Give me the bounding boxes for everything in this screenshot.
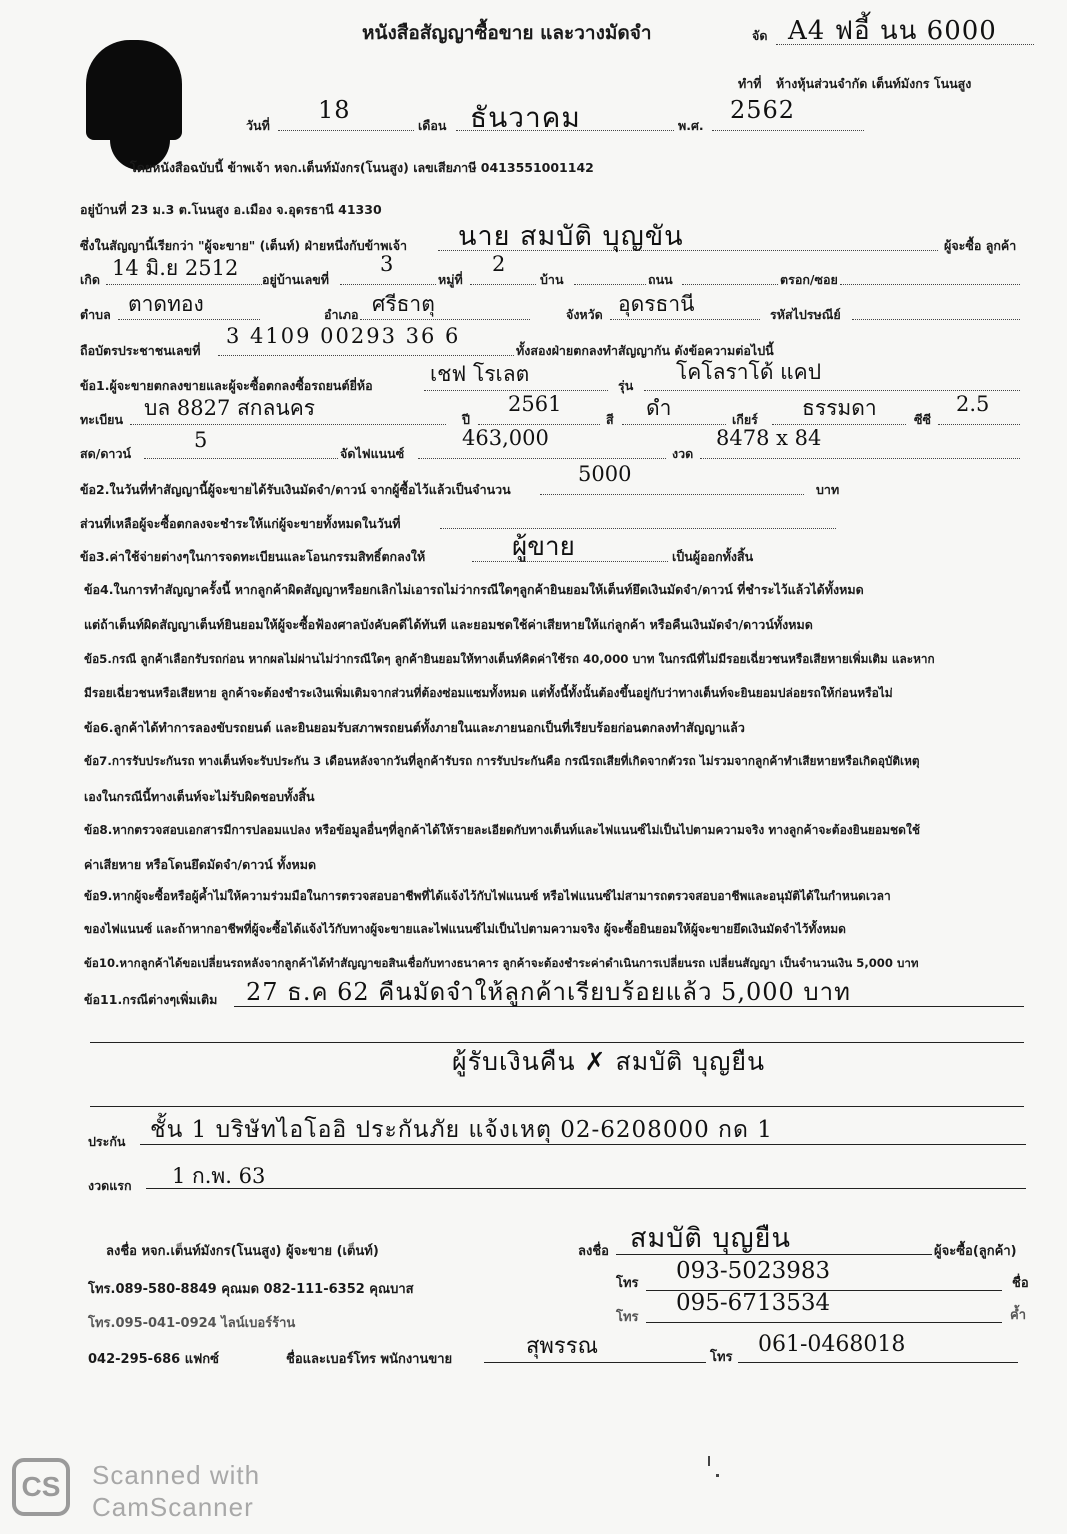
clause-line: ข้อ7.การรับประกันรถ ทางเต็นท์จะรับประกัน 3 เดือนหลังจากวันที่ลูกค้ารับรถ การรับประกันคือ กรณีรถเสียที่เกิดจากตัวรถ ไม่รวมจากลูกค้าทำเสียหายหรือเกิดอุบัติเหตุ: [84, 754, 920, 768]
clause-line: มีรอยเฉี่ยวชนหรือเสียหาย ลูกค้าจะต้องชำระเงินเพิ่มเติมจากส่วนที่ต้องซ่อมแซมทั้งหมด แต่ทั้งนี้ทั้งนั้นต้องขึ้นอยู่กับว่าทางเต็นท์จะยินยอมปล่อยรถให้ก่อนหรือไม่: [84, 686, 893, 700]
jad-value: A4 ฟอี้ นน 6000: [788, 16, 997, 46]
tel3-label: โทร: [710, 1350, 733, 1365]
clause2-rest: ส่วนที่เหลือผู้จะซื้อตกลงจะชำระให้แก่ผู้จะขายทั้งหมดในวันที่: [80, 516, 401, 531]
clause11-note2: ผู้รับเงินคืน ✗ สมบัติ บุญยืน: [452, 1047, 766, 1076]
car-brand: เชฟ โรเลต: [430, 362, 530, 386]
clause3-suffix: เป็นผู้ออกทั้งสิ้น: [672, 549, 754, 564]
day-value: 18: [318, 96, 351, 124]
tel3-value: 061-0468018: [758, 1332, 906, 1357]
first-installment-label: งวดแรก: [88, 1178, 132, 1193]
house-label: อยู่บ้านเลขที่: [262, 272, 330, 287]
place-label: ทำที่: [738, 76, 762, 91]
deposit-unit: บาท: [816, 482, 840, 497]
tel2-label: โทร: [616, 1310, 639, 1325]
finance-value: 463,000: [462, 426, 549, 450]
car-gear: ธรรมดา: [802, 396, 877, 420]
clause11-note1: 27 ธ.ค 62 คืนมัดจำให้ลูกค้าเรียบร้อยแล้ว 5,000 บาท: [246, 978, 851, 1006]
deposit-amount: 5000: [578, 462, 632, 486]
id-label: ถือบัตรประชาชนเลขที่: [80, 343, 201, 358]
finance-label: จัดไฟแนนซ์: [340, 446, 405, 461]
watermark-line1: Scanned with: [92, 1460, 261, 1490]
buyer-name-label: ชื่อ: [1012, 1276, 1029, 1291]
clause3-payer: ผู้ขาย: [512, 532, 575, 562]
camscanner-logo-icon: CS: [12, 1458, 70, 1516]
clause-line: เองในกรณีนี้ทางเต็นท์จะไม่รับผิดชอบทั้งสิ้น: [84, 789, 315, 804]
buyer-signature: สมบัติ บุญยืน: [630, 1223, 791, 1254]
clause11-label: ข้อ11.กรณีต่างๆเพิ่มเติม: [84, 992, 218, 1007]
buyer-sign-label: ลงชื่อ: [578, 1244, 609, 1259]
clause-line: ค่าเสียหาย หรือโดนยึดมัดจำ/ดาวน์ ทั้งหมด: [84, 857, 317, 872]
shop-phone-2: โทร.095-041-0924 ไลน์เบอร์ร้าน: [88, 1316, 296, 1331]
stray-pen-mark: [716, 1474, 719, 1477]
soi-label: ตรอก/ซอย: [780, 272, 838, 287]
tel1-value: 093-5023983: [676, 1258, 831, 1284]
clause-line: ข้อ4.ในการทำสัญญาครั้งนี้ หากลูกค้าผิดสัญญาหรือยกเลิกไม่เอารถไม่ว่ากรณีใดๆลูกค้ายินยอมให้เต็นท์ยึดเงินมัดจำ/ดาวน์ ที่ชำระไว้แล้วได้ทั้งหมด: [84, 582, 864, 597]
jad-label: จัด: [752, 28, 768, 43]
moo-value: 2: [492, 252, 506, 276]
seller-signature: ลงชื่อ หจก.เต็นท์มังกร(โนนสูง) ผู้จะขาย (เต็นท์): [106, 1244, 379, 1259]
car-reg: บล 8827 สกลนคร: [144, 396, 316, 420]
born-label: เกิด: [80, 272, 100, 287]
ban-label: บ้าน: [540, 272, 564, 287]
place-value: ห้างหุ้นส่วนจำกัด เต็นท์มังกร โนนสูง: [776, 76, 972, 91]
house-value: 3: [380, 252, 394, 276]
intro-line1: โดยหนังสือฉบับนี้ ข้าพเจ้า หจก.เต็นท์มังกร(โนนสูง) เลขเสียภาษี 0413551001142: [130, 160, 594, 175]
buyer-role: ผู้จะซื้อ ลูกค้า: [944, 238, 1017, 253]
buyer-role-label: ผู้จะซื้อ(ลูกค้า): [934, 1244, 1017, 1259]
car-model: โคโลราโด้ แคป: [676, 360, 822, 384]
clause-line: ข้อ5.กรณี ลูกค้าเลือกรับรถก่อน หากผลไม่ผ่านไม่ว่ากรณีใดๆ ลูกค้ายินยอมให้ทางเต็นท์คิดค่าใช้รถ 40,000 บาท ในกรณีที่ไม่มีรอยเฉี่ยวชนหรือเสียหายเพิ่มเติม และหาก: [84, 652, 935, 666]
day-label: วันที่: [246, 118, 270, 133]
salesperson-signature: สุพรรณ: [526, 1334, 598, 1359]
clause3-label: ข้อ3.ค่าใช้จ่ายต่างๆในการจดทะเบียนและโอนกรรมสิทธิ์ตกลงให้: [80, 549, 426, 564]
color-label: สี: [606, 412, 614, 427]
guarantor-label: ค้ำ: [1010, 1308, 1026, 1323]
clause2-label: ข้อ2.ในวันที่ทำสัญญานี้ผู้จะขายได้รับเงินมัดจำ/ดาวน์ จากผู้ซื้อไว้แล้วเป็นจำนวน: [80, 482, 511, 497]
gear-label: เกียร์: [732, 412, 758, 427]
amphoe-value: ศรีธาตุ: [372, 292, 435, 316]
clause-line: ข้อ10.หากลูกค้าได้ขอเปลี่ยนรถหลังจากลูกค้าได้ทำสัญญาขอสินเชื่อกับทางธนาคาร ลูกค้าจะต้องชำระค่าดำเนินการเปลี่ยนรถ เปลี่ยนสัญญา เป็นจำนวนเงิน 5,000 บาท: [84, 956, 919, 970]
clause-line: ข้อ9.หากผู้จะซื้อหรือผู้ค้ำไม่ให้ความร่วมมือในการตรวจสอบอาชีพที่ได้แจ้งไว้กับไฟแนนซ์ หรือไฟแนนซ์ไม่สามารถตรวจสอบอาชีพและอนุมัติได้ในกำหนดเวลา: [84, 889, 891, 903]
road-label: ถนน: [648, 272, 673, 287]
installment-label: งวด: [672, 446, 694, 461]
tel2-value: 095-6713534: [676, 1290, 831, 1316]
shop-fax: 042-295-686 แฟกซ์: [88, 1352, 220, 1367]
buyer-name: นาย สมบัติ บุญขัน: [458, 221, 684, 252]
tambon-label: ตำบล: [80, 307, 111, 322]
tel1-label: โทร: [616, 1276, 639, 1291]
clause-line: ของไฟแนนซ์ และถ้าหากอาชีพที่ผู้จะซื้อได้แจ้งไว้กับทางผู้จะขายและไฟแนนซ์ไม่เป็นไปตามความจริง ผู้จะซื้อยินยอมให้ผู้จะขายยึดเงินมัดจำไว้ทั้งหมด: [84, 922, 846, 936]
installment-value: 8478 x 84: [716, 426, 822, 450]
reg-label: ทะเบียน: [80, 412, 124, 427]
born-value: 14 มิ.ย 2512: [112, 256, 239, 280]
binder-clip-image: [86, 40, 182, 140]
intro-line2: อยู่บ้านที่ 23 ม.3 ต.โนนสูง อ.เมือง จ.อุดรธานี 41330: [80, 202, 382, 217]
car-year-label: ปี: [462, 412, 470, 427]
party-label: ซึ่งในสัญญานี้เรียกว่า "ผู้จะขาย" (เต็นท์) ฝ่ายหนึ่งกับข้าพเจ้า: [80, 238, 408, 253]
clause1-label: ข้อ1.ผู้จะขายตกลงขายและผู้จะซื้อตกลงซื้อรถยนต์ยี่ห้อ: [80, 378, 373, 393]
month-value: ธันวาคม: [470, 101, 581, 134]
id-suffix: ทั้งสองฝ่ายตกลงทำสัญญากัน ดังข้อความต่อไปนี้: [516, 343, 774, 358]
shop-phone-1: โทร.089-580-8849 คุณมด 082-111-6352 คุณบาส: [88, 1282, 414, 1297]
province-label: จังหวัด: [566, 307, 603, 322]
salesperson-label: ชื่อและเบอร์โทร พนักงานขาย: [286, 1352, 453, 1367]
province-value: อุดรธานี: [618, 292, 695, 316]
clause-line: ข้อ8.หากตรวจสอบเอกสารมีการปลอมแปลง หรือข้อมูลอื่นๆที่ลูกค้าได้ให้รายละเอียดกับทางเต็นท์และไฟแนนซ์ไม่เป็นไปตามความจริง ทางลูกค้าจะต้องยินยอมชดใช้: [84, 823, 920, 837]
id-value: 3 4109 00293 36 6: [226, 324, 461, 348]
insurance-value: ชั้น 1 บริษัทไอโออิ ประกันภัย แจ้งเหตุ 02-6208000 กด 1: [150, 1117, 773, 1143]
cc-label: ซีซี: [914, 412, 931, 427]
insurance-label: ประกัน: [88, 1134, 126, 1149]
watermark-line2: CamScanner: [92, 1492, 254, 1522]
document-title: หนังสือสัญญาซื้อขาย และวางมัดจำ: [362, 22, 652, 44]
year-label: พ.ศ.: [678, 118, 704, 133]
clause-line: ข้อ6.ลูกค้าได้ทำการลองขับรถยนต์ และยินยอมรับสภาพรถยนต์ทั้งภายในและภายนอกเป็นที่เรียบร้อยก่อนตกลงทำสัญญาแล้ว: [84, 720, 745, 735]
car-year: 2561: [508, 392, 562, 416]
first-installment-value: 1 ก.พ. 63: [172, 1164, 266, 1188]
tambon-value: ตาดทอง: [128, 292, 204, 316]
year-value: 2562: [730, 96, 796, 124]
car-color: ดำ: [646, 396, 672, 420]
moo-label: หมู่ที่: [438, 272, 463, 287]
month-label: เดือน: [418, 118, 447, 133]
zip-label: รหัสไปรษณีย์: [770, 307, 841, 322]
clause-line: แต่ถ้าเต็นท์ผิดสัญญาเต็นท์ยินยอมให้ผู้จะซื้อฟ้องศาลบังคับคดีได้ทันที และยอมชดใช้ค่าเสียหายให้แก่ลูกค้า หรือคืนเงินมัดจำ/ดาวน์ทั้งหมด: [84, 617, 813, 632]
stray-pen-mark: [708, 1456, 710, 1466]
down-value: 5: [194, 428, 208, 452]
car-cc: 2.5: [956, 392, 990, 416]
amphoe-label: อำเภอ: [324, 307, 359, 322]
model-label: รุ่น: [618, 378, 634, 393]
down-label: สด/ดาวน์: [80, 446, 132, 461]
